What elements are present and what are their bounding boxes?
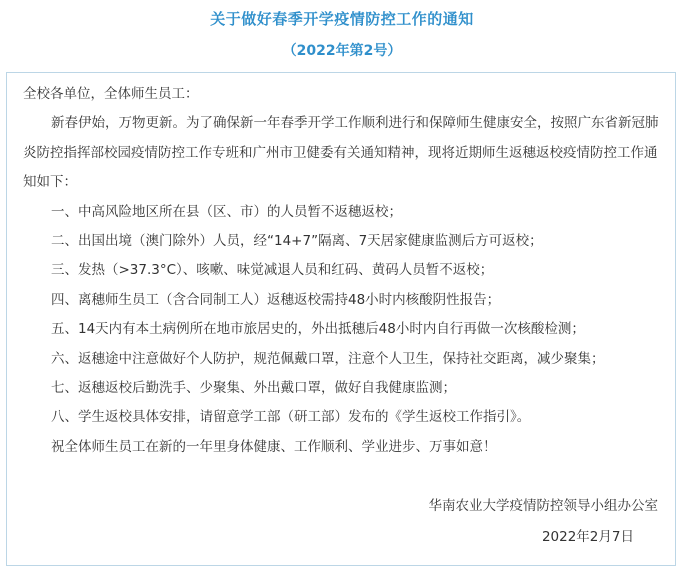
closing-paragraph: 祝全体师生员工在新的一年里身体健康、工作顺利、学业进步、万事如意！ — [51, 438, 497, 455]
signature-organization: 华南农业大学疫情防控领导小组办公室 — [428, 498, 658, 514]
notice-item-3: 三、发热（>37.3°C）、咳嗽、味觉减退人员和红码、黄码人员暂不返校； — [51, 262, 494, 279]
salutation: 全校各单位，全体师生员工： — [23, 86, 199, 102]
notice-number: （2022年第2号） — [282, 43, 402, 59]
notice-item-6: 六、返穗途中注意做好个人防护，规范佩戴口罩，注意个人卫生，保持社交距离，减少聚集； — [51, 350, 605, 367]
notice-item-4: 四、离穗师生员工（含合同制工人）返穗返校需持48小时内核酸阴性报告； — [51, 291, 501, 308]
notice-body — [23, 80, 663, 462]
intro-paragraph: 新春伊始，万物更新。为了确保新一年春季开学工作顺利进行和保障师生健康安全，按照广东省新冠肺炎防控指挥部校园疫情防控工作专班和广州市卫健委有关通知精神，现将近期师生返穗返校疫情防控工作通知如下： — [23, 115, 659, 191]
notice-item-7: 七、返穗返校后勤洗手、少聚集、外出戴口罩，做好自我健康监测； — [51, 380, 456, 397]
notice-item-8: 八、学生返校具体安排，请留意学工部（研工部）发布的《学生返校工作指引》。 — [51, 409, 531, 426]
notice-item-5: 五、14天内有本土病例所在地市旅居史的，外出抵穗后48小时内自行再做一次核酸检测； — [51, 321, 585, 338]
notice-item-1: 一、中高风险地区所在县（区、市）的人员暂不返穗返校； — [51, 203, 402, 220]
notice-title: 关于做好春季开学疫情防控工作的通知 — [210, 10, 474, 28]
signature-date: 2022年2月7日 — [541, 529, 634, 545]
notice-item-2: 二、出国出境（澳门除外）人员，经“14+7”隔离、7天居家健康监测后方可返校； — [51, 233, 543, 250]
